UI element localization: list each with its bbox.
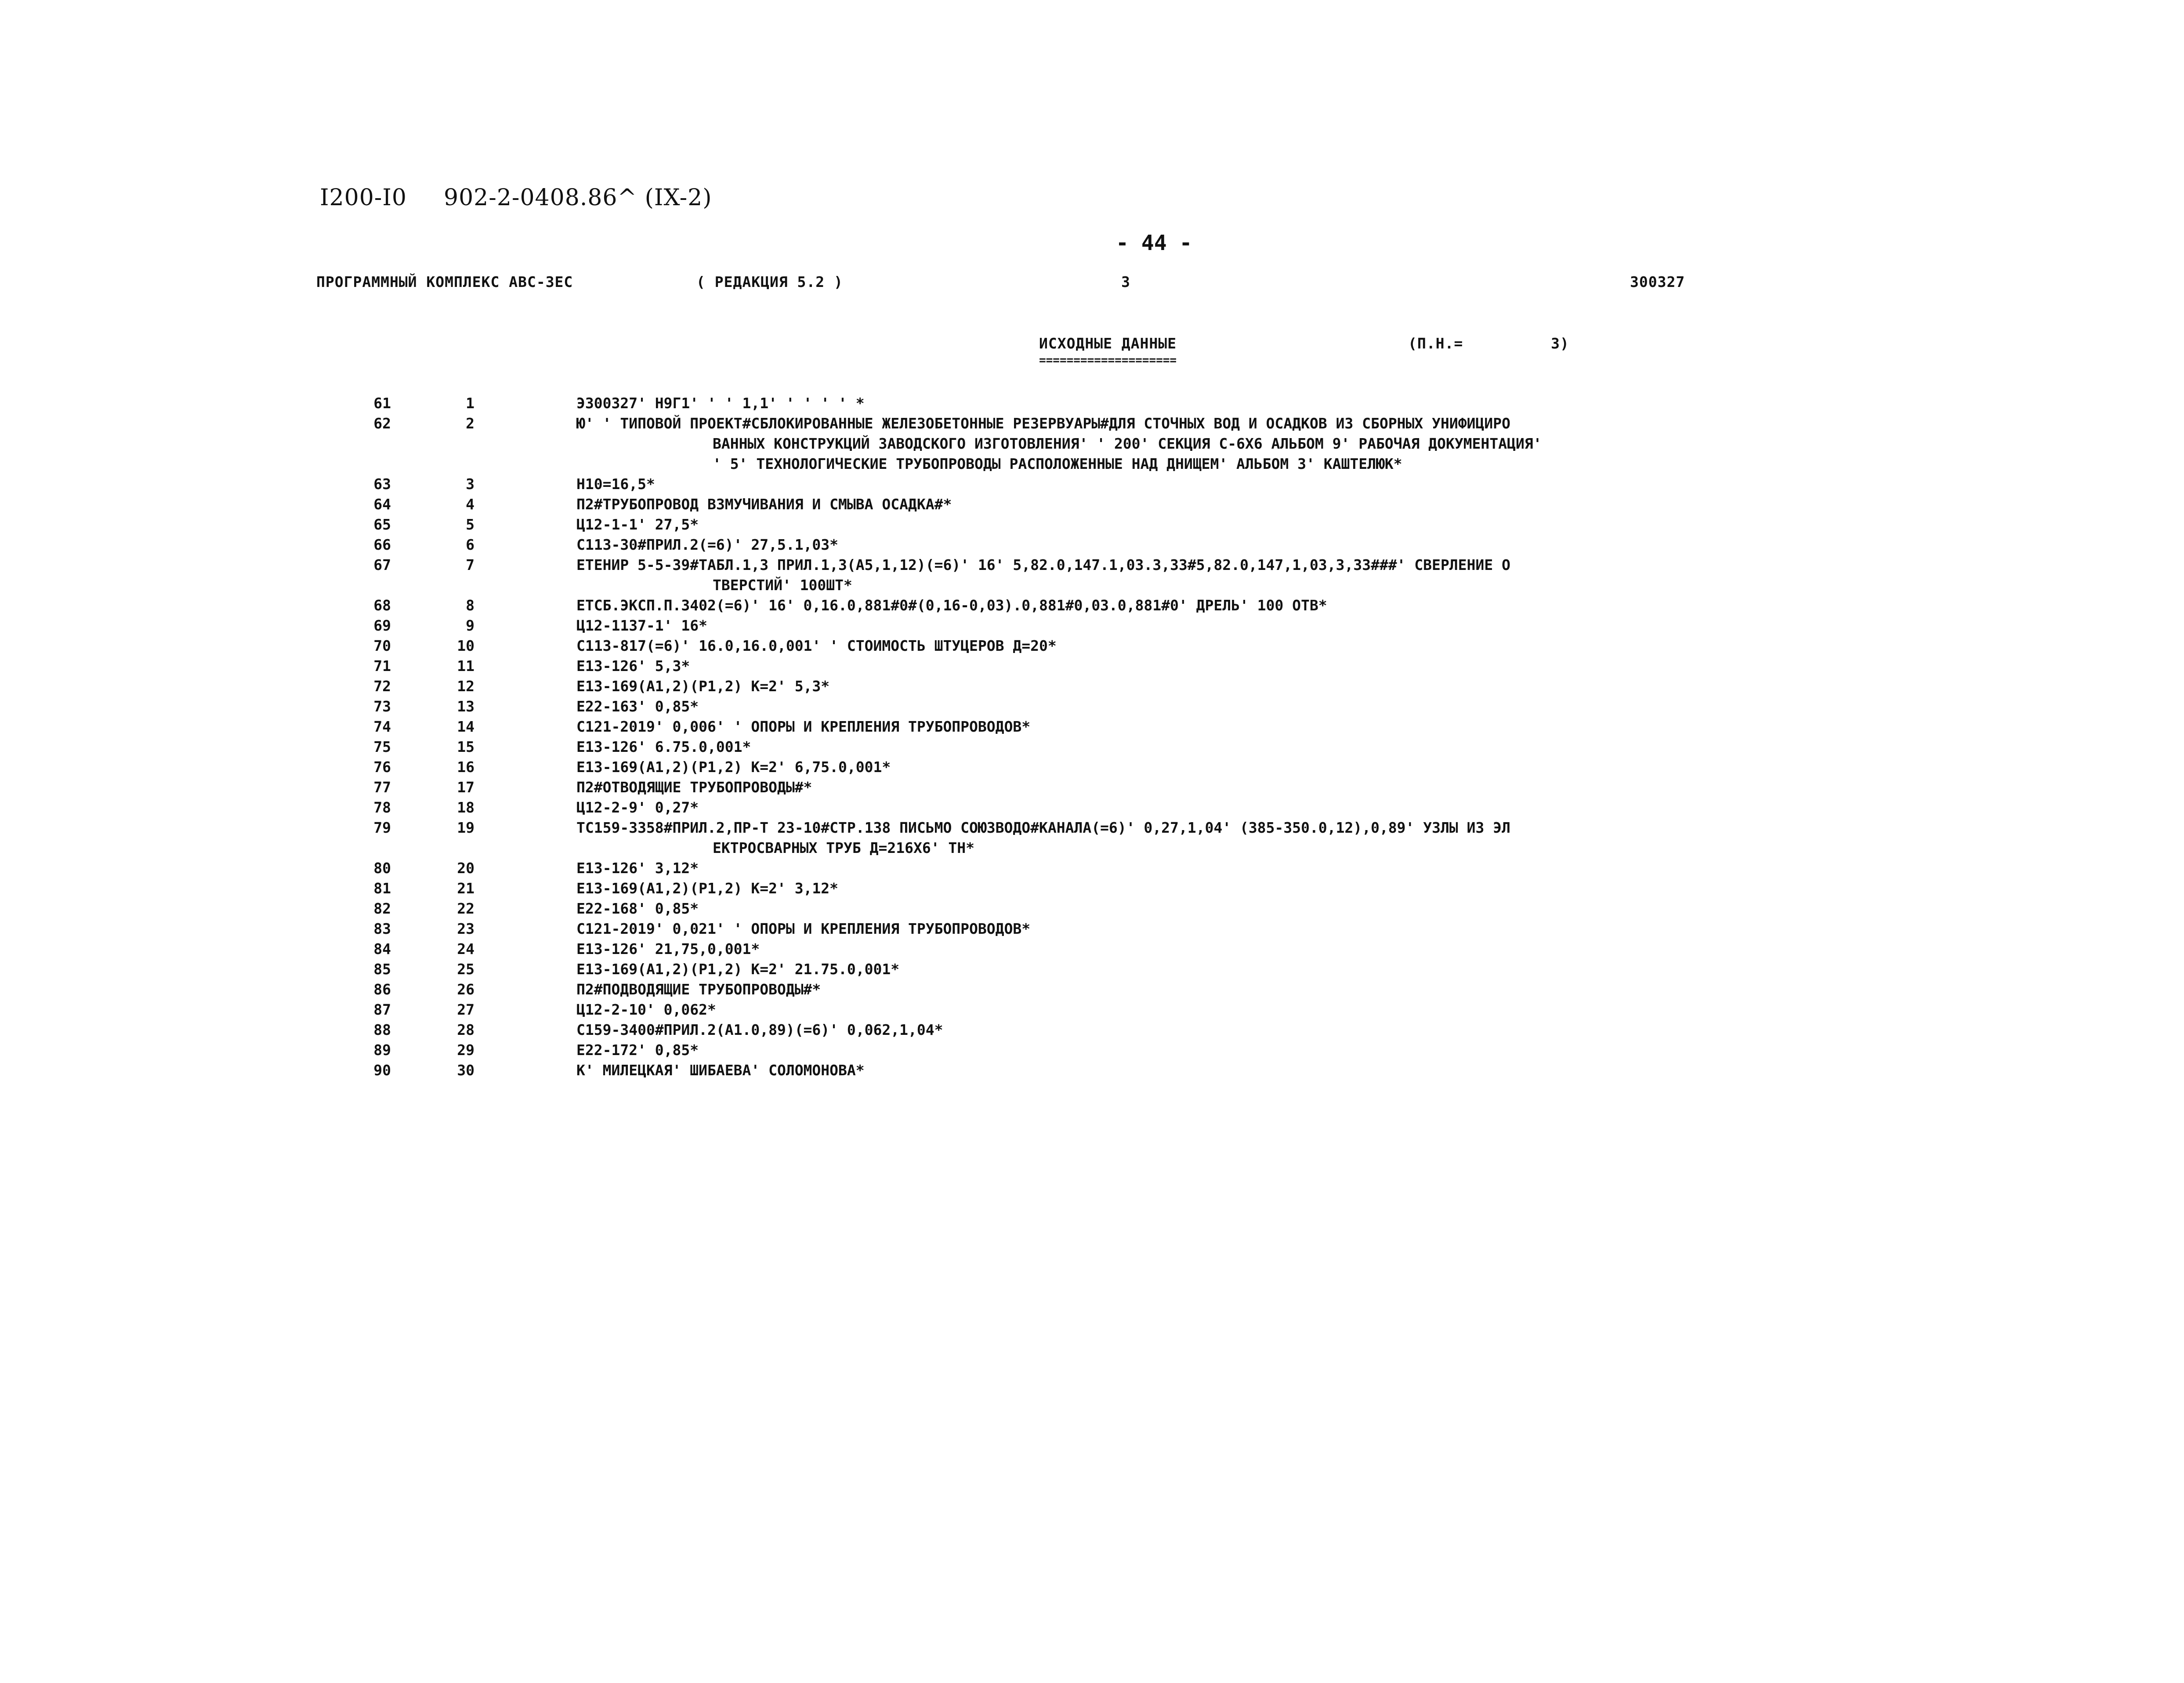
listing-row bbox=[0, 878, 2184, 899]
local-line-number: 11 bbox=[457, 657, 474, 675]
global-line-number: 63 bbox=[373, 475, 391, 493]
local-line-number: 13 bbox=[457, 698, 474, 715]
global-line-number: 64 bbox=[373, 496, 391, 513]
global-line-number: 80 bbox=[373, 860, 391, 877]
line-text: ЕТЕНИР 5-5-39#ТАБЛ.1,3 ПРИЛ.1,3(А5,1,12)(=6)' 16' 5,82.0,147.1,03.3,33#5,82.0,147,1,03,3,33###' СВЕРЛЕНИЕ О bbox=[576, 556, 1510, 573]
global-line-number: 90 bbox=[373, 1062, 391, 1079]
local-line-number: 6 bbox=[466, 536, 474, 553]
global-line-number: 78 bbox=[373, 799, 391, 816]
line-text: С159-3400#ПРИЛ.2(А1.0,89)(=6)' 0,062,1,04* bbox=[576, 1021, 943, 1038]
local-line-number: 30 bbox=[457, 1062, 474, 1079]
line-text: Е13-126' 5,3* bbox=[576, 657, 690, 675]
local-line-number: 18 bbox=[457, 799, 474, 816]
local-line-number: 7 bbox=[466, 556, 474, 573]
listing-continuation-line bbox=[0, 434, 2184, 454]
local-line-number: 16 bbox=[457, 758, 474, 776]
document-code: 300327 bbox=[1630, 273, 1685, 290]
local-line-number: 23 bbox=[457, 920, 474, 937]
global-line-number: 69 bbox=[373, 617, 391, 634]
line-text: Ц12-1-1' 27,5* bbox=[576, 516, 699, 533]
data-listing bbox=[0, 393, 2184, 1081]
local-line-number: 26 bbox=[457, 981, 474, 998]
global-line-number: 71 bbox=[373, 657, 391, 675]
local-line-number: 21 bbox=[457, 880, 474, 897]
line-text: П2#ПОДВОДЯЩИЕ ТРУБОПРОВОДЫ#* bbox=[576, 981, 821, 998]
line-text: Е13-169(А1,2)(Р1,2) К=2' 5,3* bbox=[576, 678, 830, 695]
global-line-number: 74 bbox=[373, 718, 391, 735]
local-line-number: 14 bbox=[457, 718, 474, 735]
listing-row bbox=[0, 1000, 2184, 1020]
listing-row bbox=[0, 757, 2184, 777]
listing-row bbox=[0, 798, 2184, 818]
local-line-number: 1 bbox=[466, 395, 474, 412]
line-text: К' МИЛЕЦКАЯ' ШИБАЕВА' СОЛОМОНОВА* bbox=[576, 1062, 865, 1079]
global-line-number: 81 bbox=[373, 880, 391, 897]
listing-row bbox=[0, 939, 2184, 959]
line-text: Е13-126' 21,75,0,001* bbox=[576, 940, 760, 958]
line-text: ТВЕРСТИЙ' 100ШТ* bbox=[713, 577, 852, 594]
global-line-number: 76 bbox=[373, 758, 391, 776]
local-line-number: 10 bbox=[457, 637, 474, 654]
line-text: Н10=16,5* bbox=[576, 475, 655, 493]
section-param-label: (П.Н.= bbox=[1408, 335, 1463, 352]
global-line-number: 61 bbox=[373, 395, 391, 412]
global-line-number: 65 bbox=[373, 516, 391, 533]
global-line-number: 86 bbox=[373, 981, 391, 998]
local-line-number: 15 bbox=[457, 738, 474, 755]
global-line-number: 70 bbox=[373, 637, 391, 654]
global-line-number: 82 bbox=[373, 900, 391, 917]
global-line-number: 67 bbox=[373, 556, 391, 573]
program-name: ПРОГРАММНЫЙ КОМПЛЕКС АВС-3ЕС bbox=[316, 273, 573, 290]
global-line-number: 79 bbox=[373, 819, 391, 836]
local-line-number: 24 bbox=[457, 940, 474, 958]
section-title-underline: ==================== bbox=[1039, 354, 1177, 367]
global-line-number: 84 bbox=[373, 940, 391, 958]
listing-row bbox=[0, 818, 2184, 838]
listing-row bbox=[0, 595, 2184, 616]
line-text: С113-30#ПРИЛ.2(=6)' 27,5.1,03* bbox=[576, 536, 839, 553]
line-text: Е22-172' 0,85* bbox=[576, 1041, 699, 1059]
line-text: Е22-163' 0,85* bbox=[576, 698, 699, 715]
global-line-number: 88 bbox=[373, 1021, 391, 1038]
line-text: П2#ТРУБОПРОВОД ВЗМУЧИВАНИЯ И СМЫВА ОСАДКА#* bbox=[576, 496, 952, 513]
global-line-number: 85 bbox=[373, 961, 391, 978]
listing-row bbox=[0, 616, 2184, 636]
local-line-number: 12 bbox=[457, 678, 474, 695]
listing-row bbox=[0, 636, 2184, 656]
local-line-number: 5 bbox=[466, 516, 474, 533]
local-line-number: 22 bbox=[457, 900, 474, 917]
line-text: С121-2019' 0,006' ' ОПОРЫ И КРЕПЛЕНИЯ ТРУБОПРОВОДОВ* bbox=[576, 718, 1031, 735]
line-text: Е22-168' 0,85* bbox=[576, 900, 699, 917]
listing-row bbox=[0, 393, 2184, 413]
line-text: С121-2019' 0,021' ' ОПОРЫ И КРЕПЛЕНИЯ ТРУБОПРОВОДОВ* bbox=[576, 920, 1031, 937]
global-line-number: 77 bbox=[373, 779, 391, 796]
global-line-number: 72 bbox=[373, 678, 391, 695]
local-line-number: 29 bbox=[457, 1041, 474, 1059]
global-line-number: 68 bbox=[373, 597, 391, 614]
listing-row bbox=[0, 899, 2184, 919]
line-text: Е13-126' 6.75.0,001* bbox=[576, 738, 751, 755]
local-line-number: 2 bbox=[466, 415, 474, 432]
listing-row bbox=[0, 858, 2184, 878]
global-line-number: 87 bbox=[373, 1001, 391, 1018]
program-edition: ( РЕДАКЦИЯ 5.2 ) bbox=[696, 273, 843, 290]
local-line-number: 9 bbox=[466, 617, 474, 634]
listing-row bbox=[0, 777, 2184, 798]
line-text: Ц12-2-9' 0,27* bbox=[576, 799, 699, 816]
listing-row bbox=[0, 979, 2184, 1000]
local-line-number: 4 bbox=[466, 496, 474, 513]
line-text: Е13-169(А1,2)(Р1,2) К=2' 21.75.0,001* bbox=[576, 961, 900, 978]
listing-row bbox=[0, 515, 2184, 535]
local-line-number: 8 bbox=[466, 597, 474, 614]
listing-row bbox=[0, 676, 2184, 696]
listing-row bbox=[0, 959, 2184, 979]
listing-continuation-line bbox=[0, 454, 2184, 474]
listing-row bbox=[0, 656, 2184, 676]
line-text: Ц12-2-10' 0,062* bbox=[576, 1001, 716, 1018]
local-line-number: 17 bbox=[457, 779, 474, 796]
local-line-number: 3 bbox=[466, 475, 474, 493]
line-text: Ц12-1137-1' 16* bbox=[576, 617, 708, 634]
line-text: С113-817(=6)' 16.0,16.0,001' ' СТОИМОСТЬ ШТУЦЕРОВ Д=20* bbox=[576, 637, 1057, 654]
global-line-number: 62 bbox=[373, 415, 391, 432]
line-text: Е13-126' 3,12* bbox=[576, 860, 699, 877]
local-line-number: 19 bbox=[457, 819, 474, 836]
local-line-number: 27 bbox=[457, 1001, 474, 1018]
listing-row bbox=[0, 555, 2184, 575]
listing-row bbox=[0, 413, 2184, 434]
listing-row bbox=[0, 717, 2184, 737]
listing-row bbox=[0, 919, 2184, 939]
handwritten-doc-number: I200-I0 bbox=[320, 185, 407, 211]
line-text: ЕТСБ.ЭКСП.П.3402(=6)' 16' 0,16.0,881#0#(0,16-0,03).0,881#0,03.0,881#0' ДРЕЛЬ' 100 ОТВ* bbox=[576, 597, 1327, 614]
global-line-number: 73 bbox=[373, 698, 391, 715]
handwritten-project-code: 902-2-0408.86^ (IX-2) bbox=[444, 185, 712, 211]
local-line-number: 20 bbox=[457, 860, 474, 877]
listing-continuation-line bbox=[0, 575, 2184, 595]
global-line-number: 75 bbox=[373, 738, 391, 755]
line-text: ТС159-3358#ПРИЛ.2,ПР-Т 23-10#СТР.138 ПИСЬМО СОЮЗВОДО#КАНАЛА(=6)' 0,27,1,04' (385-350.0,12),0,89' УЗЛЫ ИЗ ЭЛ bbox=[576, 819, 1510, 836]
line-text: ' 5' ТЕХНОЛОГИЧЕСКИЕ ТРУБОПРОВОДЫ РАСПОЛОЖЕННЫЕ НАД ДНИЩЕМ' АЛЬБОМ 3' КАШТЕЛЮК* bbox=[713, 455, 1402, 472]
listing-continuation-line bbox=[0, 838, 2184, 858]
global-line-number: 66 bbox=[373, 536, 391, 553]
line-text: Ю' ' ТИПОВОЙ ПРОЕКТ#СБЛОКИРОВАННЫЕ ЖЕЛЕЗОБЕТОННЫЕ РЕЗЕРВУАРЫ#ДЛЯ СТОЧНЫХ ВОД И ОСАДКОВ ИЗ СБОРНЫХ УНИФИЦИРО bbox=[576, 415, 1510, 432]
line-text: ЕКТРОСВАРНЫХ ТРУБ Д=216Х6' ТН* bbox=[713, 839, 975, 856]
listing-row bbox=[0, 535, 2184, 555]
line-text: ВАННЫХ КОНСТРУКЦИЙ ЗАВОДСКОГО ИЗГОТОВЛЕНИЯ' ' 200' СЕКЦИЯ С-6Х6 АЛЬБОМ 9' РАБОЧАЯ ДОКУМЕНТАЦИЯ' bbox=[713, 435, 1542, 452]
line-text: П2#ОТВОДЯЩИЕ ТРУБОПРОВОДЫ#* bbox=[576, 779, 812, 796]
listing-row bbox=[0, 1040, 2184, 1060]
listing-row bbox=[0, 1060, 2184, 1081]
page-number: - 44 - bbox=[1116, 231, 1192, 255]
local-line-number: 25 bbox=[457, 961, 474, 978]
global-line-number: 89 bbox=[373, 1041, 391, 1059]
line-text: Е13-169(А1,2)(Р1,2) К=2' 3,12* bbox=[576, 880, 839, 897]
line-text: Е13-169(А1,2)(Р1,2) К=2' 6,75.0,001* bbox=[576, 758, 891, 776]
listing-row bbox=[0, 474, 2184, 494]
listing-row bbox=[0, 737, 2184, 757]
section-title: ИСХОДНЫЕ ДАННЫЕ bbox=[1039, 335, 1177, 352]
listing-row bbox=[0, 1020, 2184, 1040]
line-text: Э300327' Н9Г1' ' ' 1,1' ' ' ' ' * bbox=[576, 395, 865, 412]
listing-row bbox=[0, 696, 2184, 717]
global-line-number: 83 bbox=[373, 920, 391, 937]
local-line-number: 28 bbox=[457, 1021, 474, 1038]
section-param-value: 3) bbox=[1551, 335, 1569, 352]
listing-row bbox=[0, 494, 2184, 515]
section-number: 3 bbox=[1121, 273, 1130, 290]
